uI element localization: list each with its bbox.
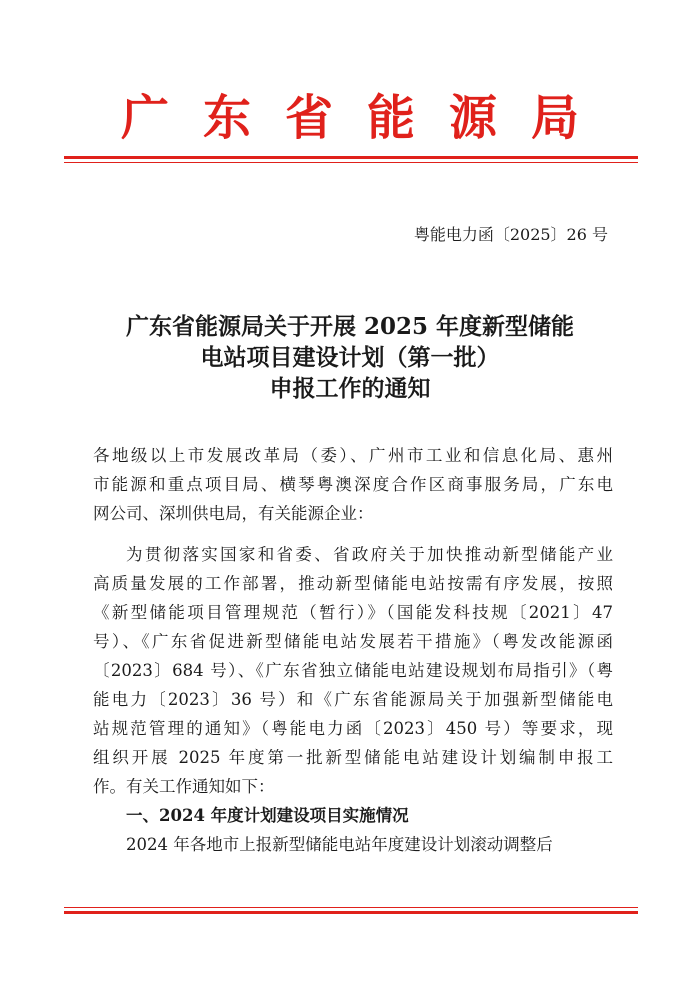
paragraph-1: [93, 540, 613, 859]
title-line: 申报工作的通知: [269, 375, 431, 402]
addressee-line: 网公司、深圳供电局，有关能源企业：: [93, 504, 374, 523]
paragraph-line: 《新型储能项目管理规范（暂行）》（国能发科技规〔2021〕47: [93, 603, 613, 622]
masthead-rule-thin: [64, 162, 638, 163]
paragraph-line: 号）、《广东省促进新型储能电站发展若干措施》（粤发改能源函: [93, 632, 613, 651]
footer-rule-thick: [64, 911, 638, 914]
section-heading: 一、2024 年度计划建设项目实施情况: [126, 806, 409, 825]
masthead: 广东省能源局: [120, 90, 613, 146]
paragraph-line: 站规范管理的通知》（粤能电力函〔2023〕450 号）等要求，现: [93, 719, 613, 738]
document-number: 粤能电力函〔2025〕26 号: [413, 225, 608, 244]
addressee-block: [93, 441, 613, 528]
masthead-rule-thick: [64, 156, 638, 159]
paragraph-line: 组织开展 2025 年度第一批新型储能电站建设计划编制申报工: [93, 748, 613, 767]
title-line: 广东省能源局关于开展 2025 年度新型储能: [125, 313, 575, 340]
paragraph-line: 2024 年各地市上报新型储能电站年度建设计划滚动调整后: [126, 835, 553, 854]
paragraph-line: 能电力〔2023〕36 号）和《广东省能源局关于加强新型储能电: [93, 690, 613, 709]
document-title: [60, 311, 640, 404]
addressee-line: 各地级以上市发展改革局（委）、广州市工业和信息化局、惠州: [93, 446, 613, 465]
addressee-line: 市能源和重点项目局、横琴粤澳深度合作区商事服务局，广东电: [93, 475, 613, 494]
title-line: 电站项目建设计划（第一批）: [200, 344, 500, 371]
paragraph-line: 作。有关工作通知如下：: [93, 777, 275, 796]
paragraph-line: 〔2023〕684 号）、《广东省独立储能电站建设规划布局指引》（粤: [93, 661, 613, 680]
paragraph-line: 高质量发展的工作部署，推动新型储能电站按需有序发展，按照: [93, 574, 613, 593]
footer-rule-thin: [64, 907, 638, 908]
paragraph-line: 为贯彻落实国家和省委、省政府关于加快推动新型储能产业: [126, 545, 613, 564]
